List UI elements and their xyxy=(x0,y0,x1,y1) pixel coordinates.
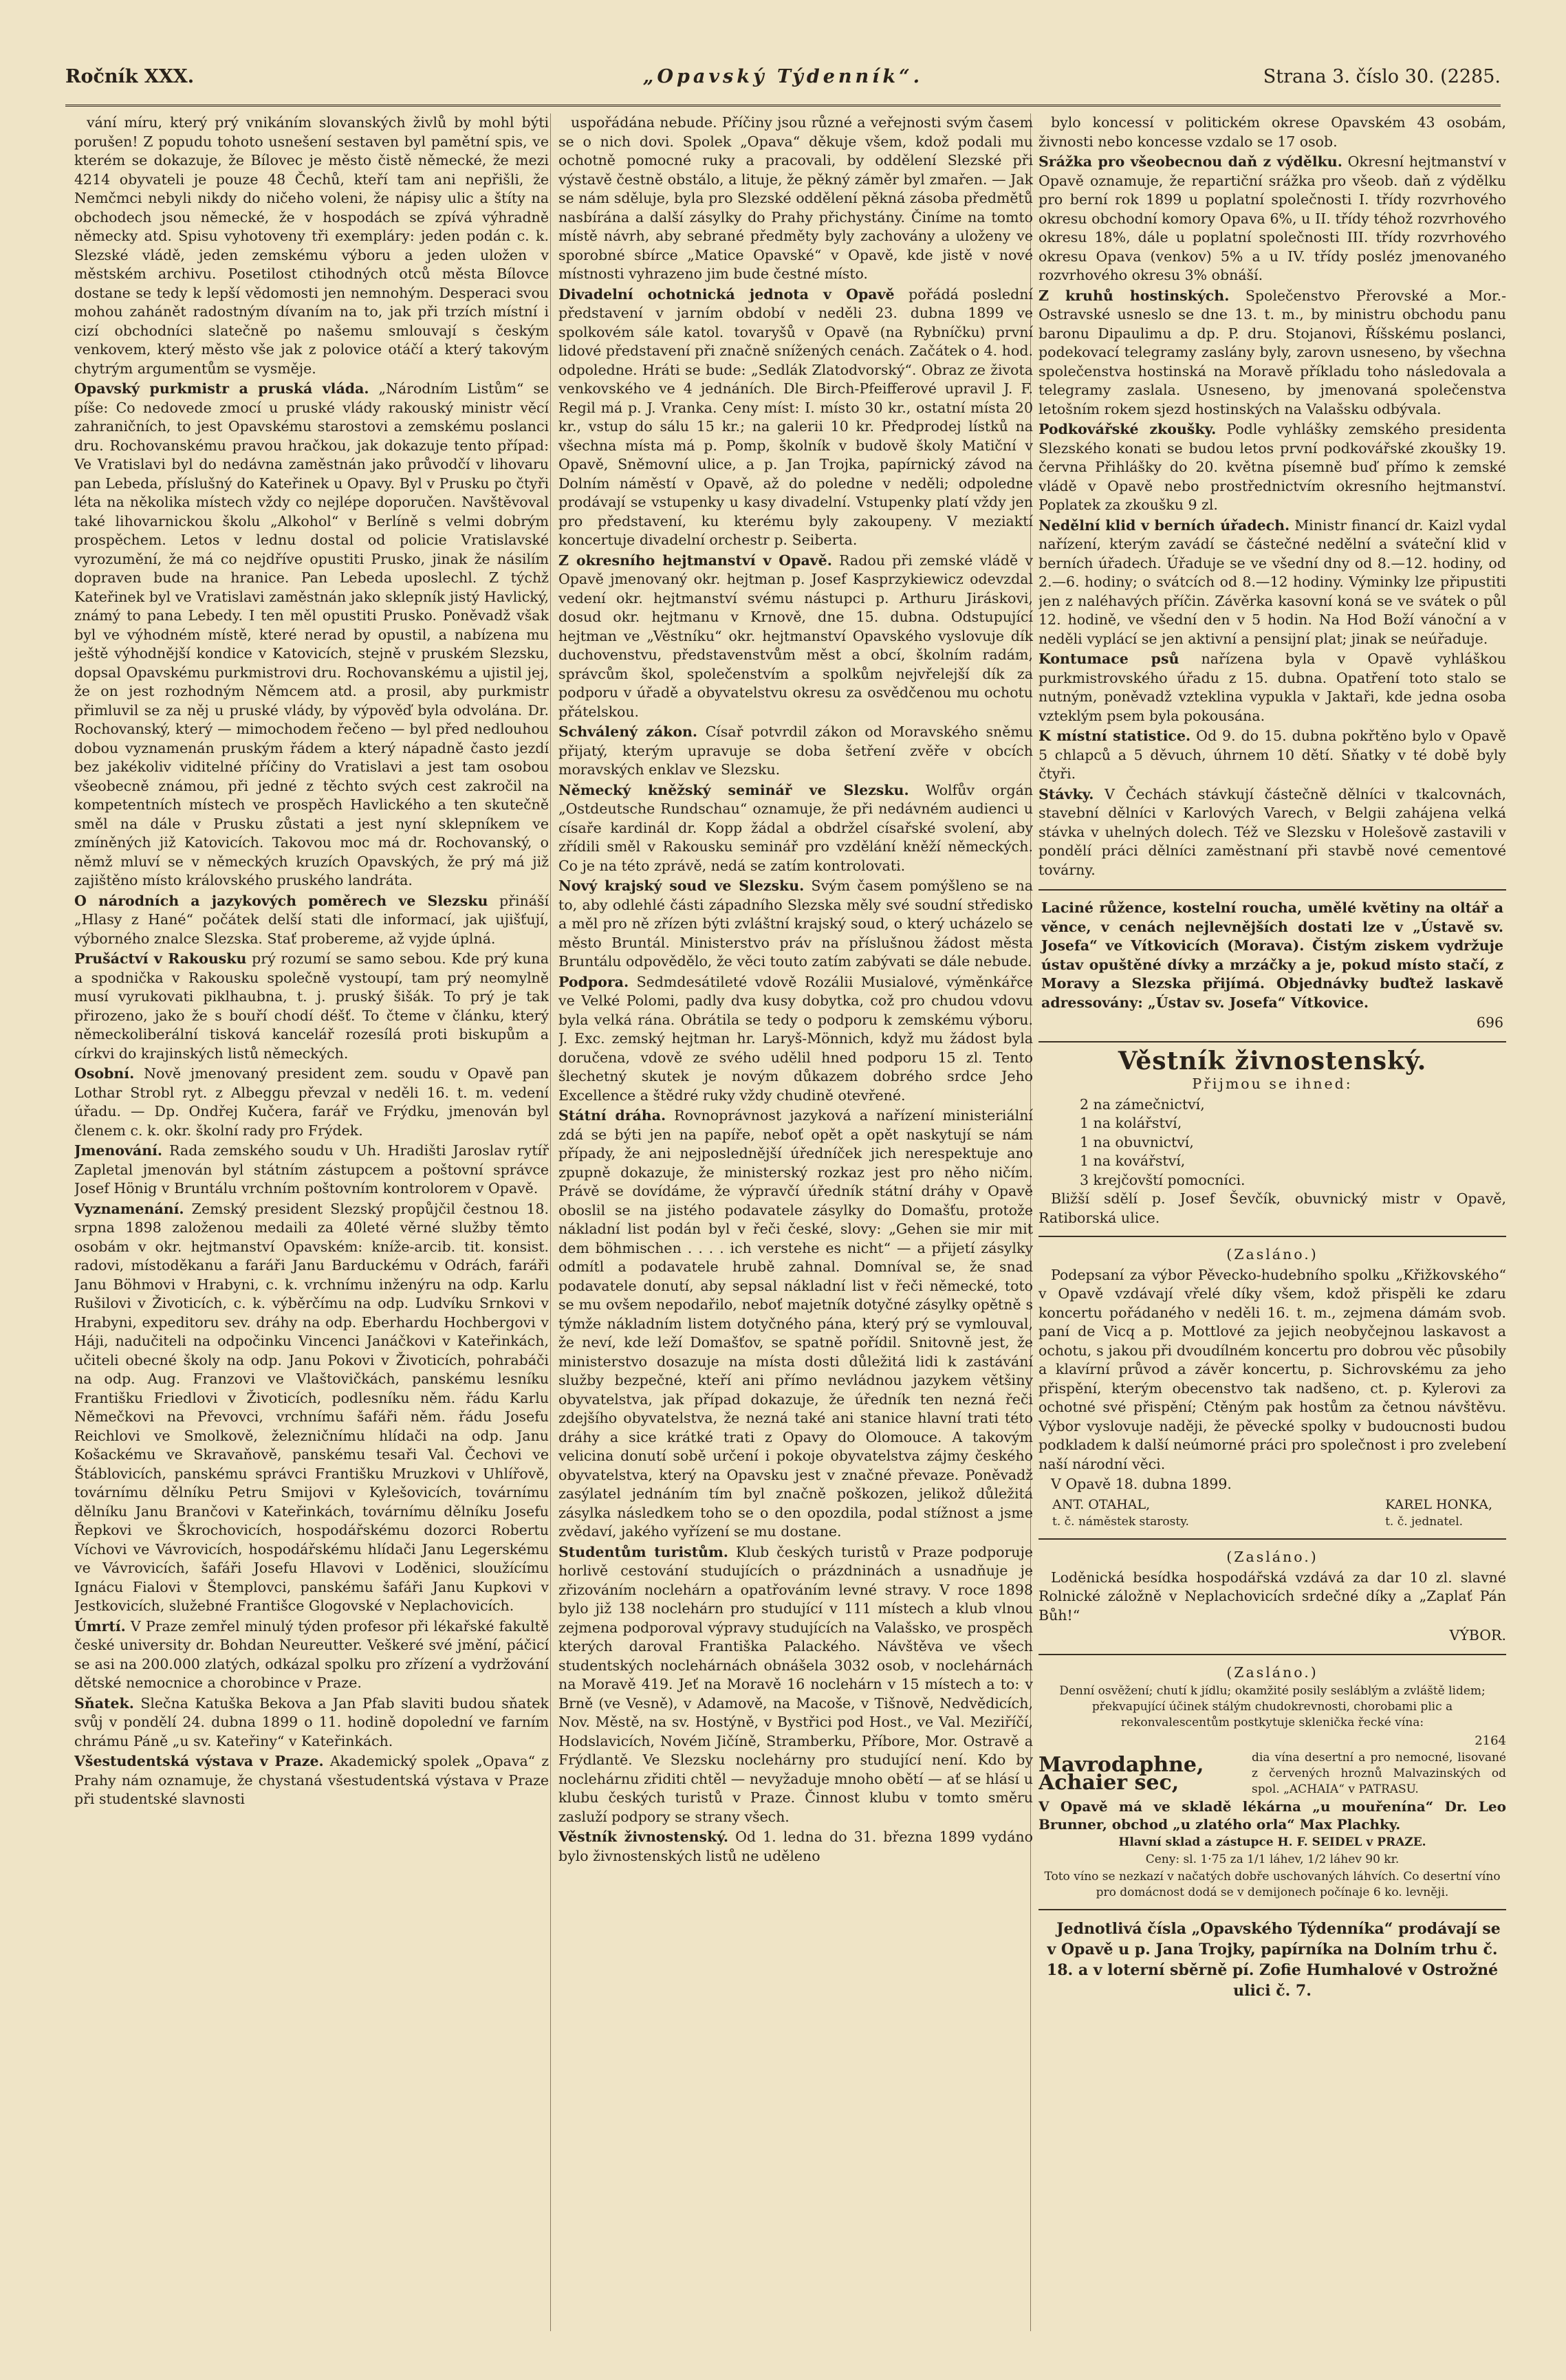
list-item: 1 na kovářství, xyxy=(1080,1153,1186,1169)
article-text: Zemský president Slezský propůjčil čestnou 18. srpna 1898 založenou medaili za 40leté věrné služby těmto osobám v okr. hejtmanství Opavském: kníže-arcib. tit. konsist. radovi, místoděkanu a faráři Janu Barduckému v Odrách, faráři Janu Böhmovi v Hrabyni, c. k. vrchnímu inženýru na odp. Karlu Rušilovi v Životicích, c. k. výběrčímu na odp. Ludvíku Srnkovi v Hrabyni, expeditoru sev. dráhy na odp. Eberhardu Hochbergovi v Háji, nadučiteli na odpočinku Vincenci Janáčkovi v Kateřinkách, učiteli obecné školy na odp. Janu Pokovi v Životicích, pohrabáči na odp. Aug. Franzovi ve Vlaštovičkách, panskému lesníku Františku Friedlovi v Životicích, podlesníku něm. řádu Karlu Němečkovi na Převovci, vrchnímu šafáři něm. řádu Josefu Reichlovi ve Smolkově, železničnímu hlídači na odp. Janu Košackému ve Skravaňově, panskému tesaři Val. Čechovi ve Štáblovicích, panskému správci Františku Mruzkovi v Uhlířově, továrnímu dělníku Petru Smijovi v Kylešovicích, továrnímu dělníku Janu Brančovi v Kateřinkách, továrnímu dělníku Josefu Řepkovi ve Škrochovicích, hospodářskému dozorci Robertu Víchovi ve Vávrovicích, hospodářskému hlídači Janu Legerskému ve Vávrovicích, šafáři Josefu Hlavovi v Loděnici, sloužícímu Ignácu Fialovi v Štemplovci, panskému šafáři Janu Kupkovi v Jestkovicích, služebné Františce Glogovské v Neplachovicích. xyxy=(74,1200,549,1614)
article-heading: Stávky. xyxy=(1038,785,1094,803)
article-text: Radou při zemské vládě v Opavě jmenovaný okr. hejtman p. Josef Kasprzykiewicz odevzdal vedení okr. hejtmanství svému nástupci p. Arthuru Jiráskovi, dosud okr. hejtmanu v Krnově, dne 15. dubna. Odstupující hejtman ve „Věstníku“ okr. hejtmanství Opavského vyslovuje dík duchovenstvu, představenstvům měst a obcí, školním radám, správcům škol, společenstvím a spolkům nejvřelejší dík za podporu v úřadě a obyvatelstvu okresu za osvědčenou mu ochotu přátelskou. xyxy=(558,552,1033,720)
article-heading: Státní dráha. xyxy=(558,1107,666,1124)
signature-role: t. č. jednatel. xyxy=(1385,1515,1464,1529)
article-heading: Úmrtí. xyxy=(74,1617,126,1635)
header-rule xyxy=(65,105,1501,107)
section-subtitle: (Zasláno.) xyxy=(1226,1663,1318,1681)
article-text: Okresní hejtmanství v Opavě oznamuje, že repartiční srážka pro všeob. daň z výdělku pro berní rok 1899 u poplatní společnosti I. třídy rozvrhového okresu obchodní komory Opava 6%, u II. třídy téhož rozvrhového okresu 18%, dále u poplatní společnosti III. třídy rozvrhového okresu Opava (venkov) 5% a u IV. třídy posléz jmenovaného rozvrhového okresu 3% obnáší. xyxy=(1038,153,1506,283)
article-text: Akademický spolek „Opava“ z Prahy nám oznamuje, že chystaná všestudentská výstava v Praze při studentské slavnosti xyxy=(74,1753,549,1807)
newspaper-title: „Opavský Týdenník“. xyxy=(642,66,924,87)
list-item: 2 na zámečnictví, xyxy=(1080,1095,1205,1113)
article-heading: Podkovářské zkoušky. xyxy=(1038,421,1217,437)
wine-main-depot: Hlavní sklad a zástupce H. F. SEIDEL v PRAZE. xyxy=(1118,1835,1426,1849)
ad-text: Laciné růžence, kostelní roucha, umělé květiny na oltář a věnce, v cenách nejlevnějších dostati lze v „Ústavě sv. Josefa“ ve Vítkovicích (Morava). Čistým ziskem vydržuje ústav opuštěné dívky a mrzáčky a je, pokud místo stačí, z Moravy a Slezska přijímá. Objednávky buďtež laskavě adressovány: „Ústav sv. Josefa“ Vítkovice. xyxy=(1041,899,1503,1011)
ad-text: Denní osvěžení; chutí k jídlu; okamžité posily sesláblým a zvláště lidem; překvapující účinek stálým chudokrevnosti, chorobami plic a rekonvalescentům postkytuje sklenička řecké vína: xyxy=(1059,1684,1486,1729)
article-heading: Podpora. xyxy=(558,973,629,990)
wine-price: Ceny: sl. 1·75 za 1/1 láhev, 1/2 láhev 90 kr. xyxy=(1145,1853,1400,1866)
article-heading: Kontumace psů xyxy=(1038,651,1179,667)
article-text: Nově jmenovaný president zem. soudu v Opavě pan Lothar Strobl ryt. z Albeggu převzal v neděli 16. t. m. vedení úřadu. — Dp. Ondřej Kučera, farář ve Frýdku, jmenován byl členem c. k. okr. školní rady pro Frýdek. xyxy=(74,1065,549,1139)
article-text: pořádá poslední představení v jarním období v neděli 23. dubna 1899 ve spolkovém sále katol. tovaryšů v Opavě (na Rybníčku) první lidové představení při značně snížených cenách. Začátek o 4. hod. odpoledne. Hráti se bude: „Sedlák Zlatodvorský“. Obraz ze života venkovského ve 4 jednáních. Dle Birch-Pfeifferové upravil J. F. Regil má p. J. Vranka. Ceny míst: I. místo 30 kr., ostatní místa 20 kr., vstup do sálu 15 kr.; na galerii 10 kr. Předprodej lístků na všechna místa má p. Pomp, školník v budově školy Matiční v Opavě, Sněmovní ulice, a p. Jan Trojka, papírnický závod na Dolním náměstí v Opavě, až do poledne v neděli; odpoledne prodávají se vstupenky u kasy divadelní. Vstupenky platí vždy jen pro představení, ku kterému byly zakoupeny. V meziaktí koncertuje divadelní orchestr p. Seiberta. xyxy=(558,285,1033,548)
article-heading: Studentům turistům. xyxy=(558,1543,728,1560)
page-number: Strana 3. číslo 30. (2285. xyxy=(1263,66,1501,87)
signatures xyxy=(1038,1496,1506,1531)
article-text: Svým časem pomýšleno se na to, aby odlehlé části západního Slezska měly své soudní středisko a měl pro ně zřízen býti zvláštní krajský soud, o který ucházelo se město Bruntál. Ministerstvo práv na příslušnou žádost města Bruntálu odpovědělo, že věci touto zatím zabývati se dále nebude. xyxy=(558,877,1033,970)
signature-name: KAREL HONKA, xyxy=(1385,1496,1492,1512)
wine-shops: V Opavě má ve skladě lékárna „u mouřenína“ Dr. Leo Brunner, obchod „u zlatého orla“ Max Plachky. xyxy=(1038,1798,1506,1833)
article-text: Ministr financí dr. Kaizl vydal nařízení, kterým zavádí se částečné nedělní a sváteční klid v berních úřadech. Úřaduje se ve všední dny od 8.—12. hodiny, od 2.—6. hodiny; o svátcích od 8.—12 hodiny. Výminky lze připustiti jen z naléhavých příčin. Závěrka kasovní koná se ve svátek o půl 12. hodině, ve všední den v 5 hodin. Na Hod Boží vánoční a v neděli vyplácí se jen aktivní a pensijní plat; jinak se neúřaduje. xyxy=(1038,516,1506,647)
list-item: 1 na obuvnictví, xyxy=(1080,1133,1194,1150)
divider xyxy=(1038,1654,1506,1655)
date-line: V Opavě 18. dubna 1899. xyxy=(1051,1476,1232,1492)
section-subtitle: Přijmou se ihned: xyxy=(1192,1076,1353,1092)
volume-label: Ročník XXX. xyxy=(65,66,195,87)
article-text: V Čechách stávkují částečně dělníci v tkalcovnách, stavební dělníci v Karlových Varech, v Belgii zahájena velká stávka v uhelných dolech. Též ve Slezsku v Holešově zastavili v pondělí práci dělníci zaměstnaní při stavbě nové cementové továrny. xyxy=(1038,785,1506,878)
column-1 xyxy=(74,113,549,2331)
column-2 xyxy=(558,113,1033,2331)
article-text: Od 9. do 15. dubna pokřtěno bylo v Opavě 5 chlapců a 5 děvuch, úhrnem 10 dětí. Sňatky v té době byly čtyři. xyxy=(1038,728,1506,782)
article-text: přináší „Hlasy z Hané“ počátek delší stati dle informací, jak ujišťují, výborného znalce Slezska. Stať probereme, až vyjde úplná. xyxy=(74,892,549,947)
article-heading: Všestudentská výstava v Praze. xyxy=(74,1753,324,1769)
wine-names: Mavrodaphne, Achaier sec, xyxy=(1038,1752,1204,1795)
divider xyxy=(1038,1909,1506,1910)
article-heading: K místní statistice. xyxy=(1038,728,1191,744)
article-heading: Srážka pro všeobecnou daň z výdělku. xyxy=(1038,153,1342,170)
article-text: V Praze zemřel minulý týden profesor při lékařské fakultě české university dr. Bohdan Neureutter. Veškeré své jmění, páčicí se asi na 200.000 zlatých, odkázal spolku pro zřízení a vydržování dětské nemocnice a chorobince v Praze. xyxy=(74,1617,549,1691)
article-text: Císař potvrdil zákon od Moravského sněmu přijatý, kterým upravuje se doba šetření zvěře v obcích moravských enklav ve Slezsku. xyxy=(558,723,1033,778)
article-text: Slečna Katuška Bekova a Jan Pfab slaviti budou sňatek svůj v pondělí 24. dubna 1899 o 11. hodině dopolední ve farním chrámu Páně „u sv. Kateřiny“ v Kateřinkách. xyxy=(74,1694,549,1749)
list-item: 3 krejčovští pomocníci. xyxy=(1080,1171,1246,1188)
article-heading: Nedělní klid v berních úřadech. xyxy=(1038,516,1290,534)
column-divider xyxy=(550,113,551,2331)
article-text: Sedmdesátileté vdově Rozálii Musialové, výměnkářce ve Velké Polomi, padly dva kusy dobytka, což pro chudou vdovu byla velká rána. Obrátila se tedy o podporu k zemskému výboru. J. Exc. zemský hejtman hr. Laryš-Mönnich, když mu žádost byla doručena, vdově ze svého udělil hned podporu 15 zl. Tento šlechetný skutek je novým důkazem dobrého srdce Jeho Excellence a štědré ruky vždy chudině otevřené. xyxy=(558,973,1033,1104)
ad-number: 2164 xyxy=(1475,1734,1506,1748)
article-heading: Z okresního hejtmanství v Opavě. xyxy=(558,552,832,569)
section-subtitle: (Zasláno.) xyxy=(1226,1246,1318,1263)
article-heading: Opavský purkmistr a pruská vláda. xyxy=(74,380,369,397)
section-title: Věstník živnostenský. xyxy=(1118,1046,1427,1076)
article-heading: Osobní. xyxy=(74,1065,135,1082)
divider xyxy=(1038,1236,1506,1237)
signature-role: t. č. náměstek starosty. xyxy=(1052,1515,1189,1529)
signature-block xyxy=(1052,1496,1189,1531)
signature: VÝBOR. xyxy=(1449,1627,1506,1644)
article-heading: Divadelní ochotnická jednota v Opavě xyxy=(558,285,895,303)
article-text: bylo koncessí v politickém okrese Opavském 43 osobám, živnosti nebo koncesse vzdalo se 17 osob. xyxy=(1038,114,1506,150)
article-heading: Z kruhů hostinských. xyxy=(1038,287,1230,304)
article-heading: Schválený zákon. xyxy=(558,723,698,740)
divider xyxy=(1038,1538,1506,1540)
advertisement-rosaries xyxy=(1038,889,1506,1042)
article-text: Klub českých turistů v Praze podporuje horlivě cestování studujících o prázdninách a usnadňuje je zřizováním noclehárn a opatřováním levné stravy. V roce 1898 bylo již 138 noclehárn pro studující v 111 místech a klub vlnou zejmena podporoval výpravy studujících na Valašsko, ve prospěch kterých daroval Františka Palackého. Návštěva ve všech studentských noclehárnách obnášela 3032 osob, v noclehárnách na Moravě 419. Jeť na Moravě 16 noclehárn v 15 místech a to: v Brně (ve Vesně), v Adamově, na Macoše, v Tišnově, Nedvědicích, Nov. Městě, na sv. Hostýně, v Bystřici pod Host., ve Val. Meziříčí, Hodslavicích, Novém Jičíně, Stramberku, Příbore, Mor. Ostravě a Frýdlantě. Ve Slezsku noclehárny pro studující není. Kdo by noclehárnu zřiditi chtěl — nevyžaduje mnoho obětí — ať se hlásí u klubu českých turistů v Praze. Činnost klubu v tomto směru zasluží podpory se strany všech. xyxy=(558,1543,1033,1825)
article-heading: Věstník živnostenský. xyxy=(558,1828,728,1845)
article-text: Wolfův orgán „Ostdeutsche Rundschau“ oznamuje, že při nedávném audienci u císaře kardinál dr. Kopp žádal a obdržel císařské svolení, aby zřídili směl v Rakousku seminář pro vzdělání kněží německých. Co je na této zprávě, nedá se zatím kontrolovati. xyxy=(558,781,1033,874)
article-heading: Sňatek. xyxy=(74,1694,134,1712)
article-text: Podle vyhlášky zemského presidenta Slezského konati se budou letos první podkovářské zkoušky 19. června Přihlášky do 20. května písemně buď přímo k zemské vládě v Opavě nebo prostřednictvím okresního hejtmanství. Poplatek za zkoušku 9 zl. xyxy=(1038,421,1506,513)
article-heading: Nový krajský soud ve Slezsku. xyxy=(558,877,805,894)
article-text: nařízena byla v Opavě vyhláškou purkmistrovského úřadu z 15. dubna. Opatření toto stalo se nutným, poněvadž vzteklina vypukla v Jaktaři, kde jedna osoba vzteklým psem byla pokousána. xyxy=(1038,651,1506,724)
signature-name: ANT. OTAHAL, xyxy=(1052,1496,1151,1512)
article-text: „Národním Listům“ se píše: Co nedovede zmocí u pruské vlády rakouský ministr věcí zahraničních, to jest Opavskému starostovi a zemskému poslanci dru. Rochovanskému pravou hračkou, jak dokazuje tento případ: Ve Vratislavi byl do nedávna zaměstnán jako průvodčí v lihovaru pan Lebeda, příslušný do Kateřinek u Opavy. Byl v Prusku po čtyři léta na několika místech vždy co nejlépe doporučen. Navštěvoval také lihovarnickou školu „Alkohol“ v Berlíně s velmi dobrým prospěchem. Letos v lednu dostal od policie Vratislavské vyrozumění, že má co nejdříve opustiti Prusko, jinak že násilím dopraven bude na hranice. Pan Lebeda uposlechl. Z týchž Kateřinek byl ve Vratislavi zaměstnán jako sklepník jistý Havlický, známý to pana Lebedy. I ten měl opustiti Prusko. Poněvadž však byl ve výhodném místě, které nerad by opustil, a nabízena mu ještě výhodnější kondice v Katovicích, stejně v pruském Slezsku, dopsal Opavskému purkmistrovi dru. Rochovanskému a ujistil jej, že on jest rozhodným Němcem atd. a prosil, aby purkmistr přimluvil se za něj u pruské vlády, by výpověď byla odvolána. Dr. Rochovanský, který — mimochodem řečeno — byl před nedlouhou dobou vyznamenán pruským řádem a který nápadně často jezdí bez jakékoliv viditelné příčiny do Vratislavi a jest tam osobou všeobecně známou, při jedné z těchto svých cest zakročil na kompetentních místech ve prospěch Havlického a ten skutečně směl na dále v Prusku zůstati a jest nyní sklepníkem ve zmíněných již Katovicích. Takovou moc má dr. Rochovanský, o němž mluví se v německých kruzích Opavských, že prý má již zajištěno místo královského pruského landráta. xyxy=(74,380,549,888)
article-text: Rovnoprávnost jazyková a nařízení ministeriální zdá se býti jen na papíře, neboť opět a opět naskytují se nám případy, že ani nejposlednější úředníček jich nerespektuje ano zpupně dokazuje, že ministerský rozkaz jest pro něho ničím. Právě se dovídáme, že výpravčí úředník státní dráhy v Opavě oboslil se na jistého podavatele zásylky do Domašťu, protože nákladní list podán byl v řeči české, slovy: „Gehen sie mir mit dem böhmischen . . . . ich verstehe es nicht“ — a přijetí zásylky odmítl a podavatele hrubě zahnal. Domníval se, že snad podavatele donutí, aby sepsal nákladní list v řeči německé, toto se mu ovšem nepodařilo, neboť majetník dotyčné zásylky opětně s týmže nákladním listem dotyčného pána, který prý se vymlouval, že neví, kde leží Domašťov, se spatně pořídil. Snitovně jest, že ministerstvo dosazuje na místa dosti důležitá lidi k zastávání služby bezpečné, kteří ani přímo nevládnou jazykem většiny obyvatelstva, jak případ dokazuje, že úředník ten nezná řeči zdejšího obyvatelstva, že nezná také ani stanice hlavní trati této dráhy a sice krátké trati z Opavy do Olomouce. A takovým velicina donutí sobě určení i pokoje obyvatelstva zájmy českého obyvatelstva, který na Opavsku jest v značné převaze. Poněvadž zasýlatel jednáním tím byl značně poškozen, jelikož důležitá zásylka následkem toho se o den opozdila, podal stížnost a jsme zvědaví, jakého vyřízení se mu dostane. xyxy=(558,1107,1033,1540)
article-heading: O národních a jazykových poměrech ve Slezsku xyxy=(74,892,488,909)
article-text: vání míru, který prý vnikáním slovanských živlů by mohl býti porušen! Z popudu tohoto usnešení sestaven byl pamětní spis, ve kterém se dokazuje, že Bílovec je město čistě německé, že mezi 4214 obyvateli je pouze 48 Čechů, kteří tam ani nepřišli, že Nemčmci nebyli nikdy do ničeho voleni, že nápisy ulic a štíty na obchodech jsou německé, že v hospodách se zpívá výhradně německy atd. Spisu vyhotoveny tři exempláry: jeden podán c. k. Slezské vládě, jeden zemskému výboru a jeden uložen v městském archivu. Posetilost ctihodných otců města Bílovce dostane se tedy k lepší vědomosti jen nemnohým. Desperaci svou mohou zahánět radostným dívaním na to, jak při trzích místní i cizí obchodníci slatečně po našemu smlouvají s českým venkovem, který město vše jak z polovice otáčí a který takovým chytrým argumentům se vysměje. xyxy=(74,114,549,377)
ad-number: 696 xyxy=(1476,1014,1503,1031)
article-text: Od 1. ledna do 31. března 1899 vydáno bylo živnostenských listů ne uděleno xyxy=(558,1828,1033,1864)
wine-note: Toto víno se nezkazí v načatých dobře uschovaných láhvích. Co desertní víno pro domácnost dodá se v demijonech počínaje 6 ko. levněji. xyxy=(1044,1870,1501,1899)
article-text: Společenstvo Přerovské a Mor.-Ostravské usneslo se dne 13. t. m., by ministru obchodu panu baronu Dipaulimu a dp. P. dru. Stojanovi, Říšskému poslanci, podekovací telegramy zaslány byly, zarovn usneseno, by všechna společenstva hostinská na Moravě příkladu toho následovala a telegramy zaslala. Usneseno, by jmenovaná společenstva letošním rokem sjezd hostinských na Valašsku odbývala. xyxy=(1038,287,1506,417)
article-text: Bližší sdělí p. Josef Ševčík, obuvnický mistr v Opavě, Ratiborská ulice. xyxy=(1038,1190,1506,1226)
wine-description: dia vína desertní a pro nemocné, lisované z červených hroznů Malvazinských od spol. „ACHAIA“ v PATRASU. xyxy=(1252,1751,1506,1796)
article-heading: Prušáctví v Rakousku xyxy=(74,950,247,967)
job-list xyxy=(1038,1095,1506,1190)
article-text: Podepsaní za výbor Pěvecko-hudebního spolku „Křižkovského“ v Opavě vzdávají vřelé díky všem, kdož přispěli ke zdaru koncertu pořádaného v neděli 16. t. m., zejmena dámám svob. paní de Vicq a p. Mottlové za jejich neobyčejnou laskavost a ochotu, s jakou při dvoudílném koncertu pro dobrou věc působily a klavírní průvod a závěr koncertu, p. Sichrovskému za jeho přispění, kterým obecenstvo tak nadšeno, ct. p. Kylerovi za ochotné své přispění; Ctěným pak hostům za četnou návštěvu. Výbor vyslovuje naději, že pěvecké spolky v budoucnosti budou podkladem k další neúmorné práci pro společnost i pro zvelebení naší národní věci. xyxy=(1038,1266,1506,1472)
article-text: prý rozumí se samo sebou. Kde prý kuna a spodnička v Rakousku společně vystoupí, tam prý neomylně musí vyrukovati piklhaubna, t. j. pruský šišák. To prý je tak přirozeno, jako že s bouří chodí déšť. To čteme v článku, který německoliberální tisková kancelář rozesílá proti biskupům a církvi do krajinských listů německých. xyxy=(74,950,549,1062)
article-text: uspořádána nebude. Příčiny jsou různé a veřejnosti svým časem se o nich dovi. Spolek „Opava“ děkuje všem, kdož podali mu ochotně pomocné ruky a pracovali, by oddělení Slezské při výstavě čestně obstálo, a lituje, že pěkný záměr byl zmařen. — Jak se nám sděluje, byla pro Slezské oddělení pěkná zásoba předmětů nasbírána a další zásylky do Prahy přichystány. Činíme na tomto místě návrh, aby sebrané předměty byly zachovány a uloženy ve sporobné sbírce „Matice Opavské“ v Opavě, kde jistě v nové místnosti vyhrazeno jim bude čestné místo. xyxy=(558,114,1033,282)
page-header xyxy=(65,66,1501,100)
article-text: Loděnická besídka hospodářská vzdává za dar 10 zl. slavné Rolnické záložně v Neplachovicích srdečné díky a „Zaplať Pán Bůh!“ xyxy=(1038,1569,1506,1624)
article-heading: Německý kněžský seminář ve Slezsku. xyxy=(558,781,909,798)
article-heading: Jmenování. xyxy=(74,1142,163,1159)
section-subtitle: (Zasláno.) xyxy=(1226,1549,1318,1565)
article-heading: Vyznamenání. xyxy=(74,1200,184,1217)
sales-notice: Jednotlivá čísla „Opavského Týdenníka“ prodávají se v Opavě u p. Jana Trojky, papírníka na Dolním trhu č. 18. a v loterní sběrně pí. Zofie Humhalové v Ostrožné ulici č. 7. xyxy=(1046,1920,1501,2000)
article-text: Rada zemského soudu v Uh. Hradišti Jaroslav rytíř Zapletal jmenován byl státním zástupcem a poštovní správce Josef Hönig v Bruntálu vrchním poštovním kontrolorem v Opavě. xyxy=(74,1142,549,1197)
advertisement-wine xyxy=(1038,1683,1506,1901)
column-3 xyxy=(1038,113,1506,2331)
list-item: 1 na kolářství, xyxy=(1080,1115,1182,1131)
signature-block xyxy=(1385,1496,1492,1531)
